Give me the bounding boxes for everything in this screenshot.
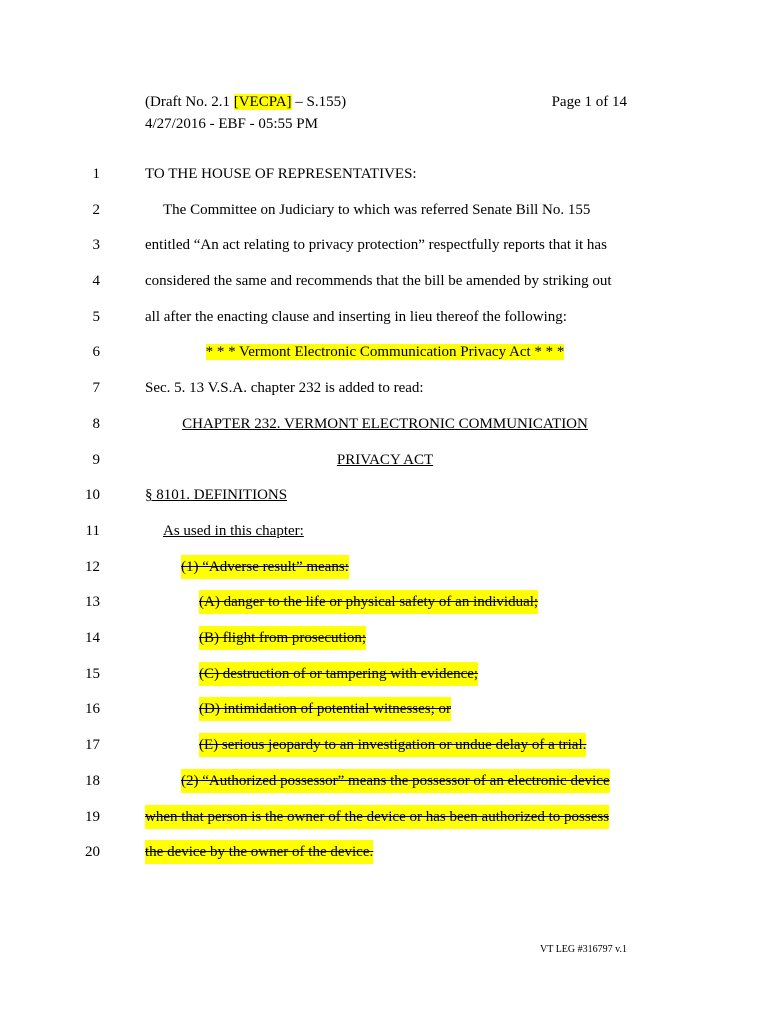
page-number: Page 1 of 14 <box>551 94 627 110</box>
line-10 <box>0 483 770 507</box>
bill-number: – S.155) <box>291 94 347 110</box>
line-text: TO THE HOUSE OF REPRESENTATIVES: <box>145 166 417 182</box>
line-number: 1 <box>92 166 100 182</box>
line-18 <box>0 769 770 793</box>
line-number: 12 <box>85 559 100 575</box>
struck-text: (2) “Authorized possessor” means the possessor of an electronic device <box>181 769 610 793</box>
line-text: entitled “An act relating to privacy protection” respectfully reports that it has <box>145 237 607 253</box>
line-number: 3 <box>92 237 100 253</box>
line-number: 2 <box>92 202 100 218</box>
line-3 <box>0 233 770 257</box>
line-text: all after the enacting clause and inserting in lieu thereof the following: <box>145 309 567 325</box>
struck-text: the device by the owner of the device. <box>145 840 373 864</box>
line-text: Sec. 5. 13 V.S.A. chapter 232 is added to read: <box>145 380 424 396</box>
line-number: 13 <box>85 594 100 610</box>
struck-text: (A) danger to the life or physical safety of an individual; <box>199 590 538 614</box>
draft-number: (Draft No. 2.1 <box>145 94 234 110</box>
line-number: 5 <box>92 309 100 325</box>
line-number: 7 <box>92 380 100 396</box>
line-number: 6 <box>92 344 100 360</box>
line-number: 4 <box>92 273 100 289</box>
line-text: considered the same and recommends that the bill be amended by striking out <box>145 273 612 289</box>
line-number: 20 <box>85 844 100 860</box>
act-title: * * * Vermont Electronic Communication Privacy Act * * * <box>205 344 565 360</box>
line-12 <box>0 555 770 579</box>
line-19 <box>0 805 770 829</box>
document-id-footer: VT LEG #316797 v.1 <box>540 944 627 955</box>
line-6 <box>0 340 770 364</box>
struck-text: (E) serious jeopardy to an investigation or undue delay of a trial. <box>199 733 586 757</box>
struck-text: when that person is the owner of the device or has been authorized to possess <box>145 805 609 829</box>
line-number: 11 <box>85 523 100 539</box>
line-13 <box>0 590 770 614</box>
chapter-heading-cont: PRIVACY ACT <box>336 452 434 468</box>
draft-line <box>145 91 346 113</box>
line-14 <box>0 626 770 650</box>
section-heading: § 8101. DEFINITIONS <box>145 487 288 503</box>
line-15 <box>0 662 770 686</box>
line-number: 15 <box>85 666 100 682</box>
line-number: 16 <box>85 701 100 717</box>
line-20 <box>0 840 770 864</box>
line-number: 10 <box>85 487 100 503</box>
line-number: 19 <box>85 809 100 825</box>
struck-text: (1) “Adverse result” means: <box>181 555 349 579</box>
line-number: 8 <box>92 416 100 432</box>
line-number: 17 <box>85 737 100 753</box>
line-16 <box>0 697 770 721</box>
chapter-heading: CHAPTER 232. VERMONT ELECTRONIC COMMUNICATION <box>182 416 588 432</box>
line-number: 14 <box>85 630 100 646</box>
line-text: As used in this chapter: <box>163 523 304 539</box>
draft-tag-highlight: [VECPA] <box>233 94 292 110</box>
line-1 <box>0 162 770 186</box>
draft-date: 4/27/2016 - EBF - 05:55 PM <box>145 116 318 132</box>
line-text: The Committee on Judiciary to which was referred Senate Bill No. 155 <box>163 202 591 218</box>
struck-text: (D) intimidation of potential witnesses; or <box>199 697 451 721</box>
struck-text: (C) destruction of or tampering with evidence; <box>199 662 478 686</box>
line-11 <box>0 519 770 543</box>
draft-header <box>145 91 346 135</box>
section-heading-highlight <box>145 340 625 364</box>
struck-text: (B) flight from prosecution; <box>199 626 366 650</box>
line-number: 9 <box>92 452 100 468</box>
line-5 <box>0 305 770 329</box>
line-2 <box>0 198 770 222</box>
line-9 <box>0 448 770 472</box>
line-number: 18 <box>85 773 100 789</box>
line-17 <box>0 733 770 757</box>
line-7 <box>0 376 770 400</box>
line-8 <box>0 412 770 436</box>
line-4 <box>0 269 770 293</box>
